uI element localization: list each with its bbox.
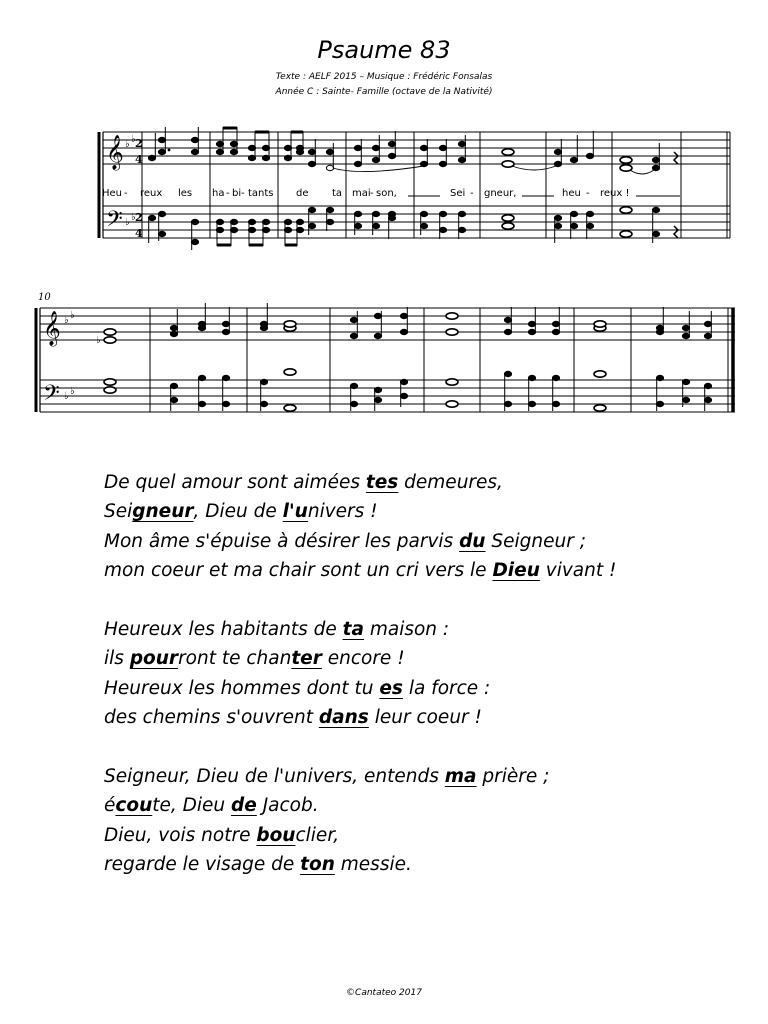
- accented-syllable: ta: [342, 618, 364, 640]
- key-flat-icon: ♭: [70, 386, 75, 397]
- lyric-syllable: ha: [212, 188, 225, 199]
- accented-syllable: Dieu: [492, 560, 540, 582]
- lyric-syllable: mai: [352, 188, 371, 199]
- lyric-hyphen: -: [586, 188, 590, 199]
- accented-syllable: ter: [291, 648, 322, 670]
- stanza-3: [104, 762, 724, 880]
- accented-syllable: pour: [129, 648, 179, 670]
- verse-text: Jacob.: [256, 795, 319, 817]
- verse-text: Seigneur ;: [485, 530, 586, 552]
- verse-text: Sei: [104, 501, 133, 523]
- verse-text: , Dieu de: [193, 501, 283, 523]
- lyric-syllable: Sei: [450, 188, 466, 199]
- verse-text: nivers !: [307, 501, 378, 523]
- verse-text: Heureux les habitants de: [104, 618, 343, 640]
- accented-syllable: l'u: [282, 501, 308, 523]
- verse-text: encore !: [321, 648, 405, 670]
- bass-clef-icon: 𝄢: [106, 207, 123, 237]
- accented-syllable: gneur: [132, 501, 194, 523]
- verse-text: Mon âme s'épuise à désirer les parvis: [104, 530, 460, 552]
- credits: Texte : AELF 2015 – Musique : Frédéric Fonsalas: [275, 72, 493, 82]
- verse-text: Heureux les hommes dont tu: [104, 677, 380, 699]
- verse-text: Seigneur, Dieu de l'univers, entends: [104, 765, 445, 787]
- lyric-syllable: reux !: [600, 188, 630, 199]
- lyric-syllable: Heu: [102, 188, 123, 199]
- accented-syllable: de: [231, 795, 257, 817]
- verse-text: messie.: [334, 854, 412, 876]
- time-signature-bottom: 4: [135, 227, 143, 240]
- verse-line: [104, 850, 724, 879]
- accented-syllable: du: [459, 530, 486, 552]
- accented-syllable: dans: [318, 707, 369, 729]
- time-signature-top: 2: [135, 137, 143, 150]
- lyric-syllable: de: [296, 188, 309, 199]
- treble-clef-icon: 𝄞: [43, 311, 61, 346]
- music-system-2: [0, 282, 768, 442]
- treble-clef-icon: 𝄞: [106, 135, 124, 170]
- accented-syllable: bou: [256, 824, 296, 846]
- verse-line: [104, 791, 724, 820]
- verse-text: vivant !: [539, 560, 617, 582]
- time-signature-top: 2: [135, 211, 143, 224]
- accented-syllable: cou: [115, 795, 153, 817]
- verse-line: [104, 644, 724, 673]
- key-flat-icon: ♭: [131, 212, 136, 223]
- key-flat-icon: ♭: [64, 315, 69, 326]
- lyric-hyphen: -: [241, 188, 245, 199]
- stanza-1: [104, 468, 724, 586]
- verse-text: ront te chan: [178, 648, 292, 670]
- accented-syllable: tes: [365, 472, 399, 493]
- lyric-hyphen: -: [370, 188, 374, 199]
- verse-text: demeures,: [398, 472, 503, 493]
- page-title: Psaume 83: [317, 36, 451, 64]
- lyric-syllable: son,: [376, 188, 397, 199]
- system-bracket: [99, 132, 103, 238]
- ties: [333, 166, 654, 174]
- key-flat-icon: ♭: [131, 134, 136, 145]
- verse-text: des chemins s'ouvrent: [104, 707, 319, 729]
- verse-text: clier,: [295, 824, 340, 846]
- verse-line: [104, 468, 724, 497]
- music-system-1: [0, 110, 768, 260]
- verse-text: regarde le visage de: [104, 854, 301, 876]
- verse-text: Dieu, vois notre: [104, 824, 257, 846]
- key-flat-icon: ♭: [125, 217, 130, 228]
- verse-text: la force :: [402, 677, 491, 699]
- lyric-syllable: les: [178, 188, 193, 199]
- lyric-hyphen: -: [470, 188, 474, 199]
- system-bracket: [36, 308, 40, 412]
- psalm-verses: [104, 468, 724, 909]
- accented-syllable: es: [379, 677, 403, 699]
- notes-bass: [104, 369, 712, 411]
- verse-line: [104, 703, 724, 732]
- notes-treble: [148, 127, 659, 171]
- verse-text: ils: [104, 648, 130, 670]
- verse-text: leur coeur !: [368, 707, 482, 729]
- lyric-syllable: tants: [248, 188, 274, 199]
- liturgical-note: Année C : Sainte- Famille (octave de la Nativité): [275, 87, 493, 97]
- verse-line: [104, 556, 724, 585]
- verse-line: [104, 615, 724, 644]
- copyright-footer: ©Cantateo 2017: [346, 988, 422, 998]
- verse-text: De quel amour sont aimées: [104, 472, 366, 493]
- lyric-syllable: gneur,: [484, 188, 517, 199]
- bass-clef-icon: 𝄢: [43, 381, 60, 411]
- notes-bass: [148, 207, 659, 250]
- verse-text: mon coeur et ma chair sont un cri vers le: [104, 560, 493, 582]
- accented-syllable: ma: [444, 765, 477, 787]
- lyric-syllable: reux: [140, 188, 163, 199]
- verse-line: [104, 821, 724, 850]
- verse-text: é: [104, 795, 116, 817]
- verse-text: te, Dieu: [152, 795, 232, 817]
- lyric-hyphen: -: [226, 188, 230, 199]
- lyrics-line: [102, 188, 630, 199]
- key-flat-icon: ♭: [64, 391, 69, 402]
- verse-text: maison :: [363, 618, 450, 640]
- key-flat-icon: ♭: [70, 310, 75, 321]
- measure-number: 10: [38, 292, 51, 303]
- lyric-syllable: ta: [332, 188, 343, 199]
- key-flat-icon: ♭: [125, 139, 130, 150]
- verse-line: [104, 497, 724, 526]
- svg-text:♭: ♭: [96, 335, 101, 346]
- verse-line: [104, 527, 724, 556]
- verse-line: [104, 762, 724, 791]
- verse-line: [104, 674, 724, 703]
- lyric-syllable: heu: [562, 188, 581, 199]
- stanza-2: [104, 615, 724, 733]
- verse-text: prière ;: [476, 765, 550, 787]
- time-signature-bottom: 4: [135, 153, 143, 166]
- accented-syllable: ton: [300, 854, 335, 876]
- lyric-hyphen: -: [124, 188, 128, 199]
- lyric-syllable: bi: [232, 188, 242, 199]
